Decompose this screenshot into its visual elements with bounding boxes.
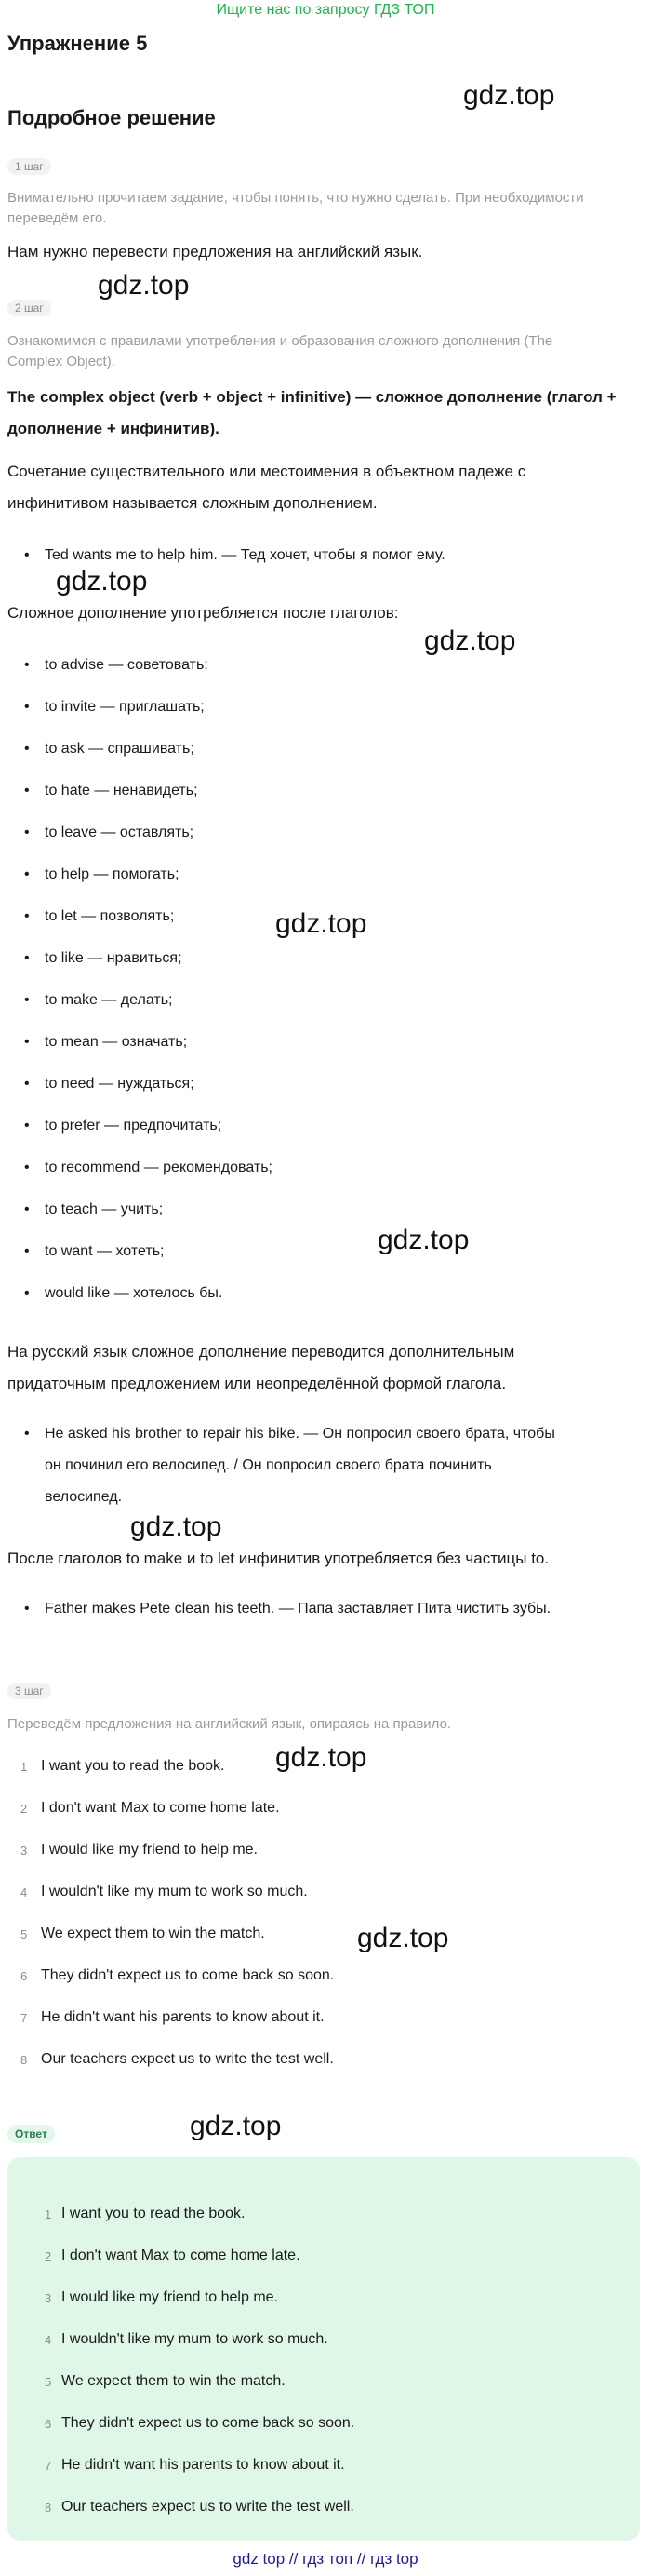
answer-badge: Ответ (7, 2125, 55, 2143)
sentence-number: 3 (20, 1844, 28, 1858)
verb-list-item: • to want — хотеть; (45, 1243, 164, 1260)
answer-number: 3 (45, 2291, 52, 2305)
example-line: велосипед. (45, 1489, 123, 1505)
answer-item: They didn't expect us to come back so soon. (61, 2415, 355, 2431)
sentence-number: 8 (20, 2053, 28, 2067)
step-badge: 2 шаг (7, 300, 51, 316)
watermark: gdz.top (56, 566, 148, 597)
answer-number: 2 (45, 2249, 52, 2263)
sentence-number: 5 (20, 1927, 28, 1941)
paragraph: придаточным предложением или неопределённой формой глагола. (7, 1375, 507, 1392)
top-search-hint[interactable]: Ищите нас по запросу ГДЗ ТОП (216, 2, 435, 18)
paragraph: инфинитивом называется сложным дополнением. (7, 494, 378, 512)
example-line: он починил его велосипед. / Он попросил своего брата починить (45, 1457, 492, 1473)
watermark: gdz.top (190, 2111, 282, 2141)
verb-list-item: • to ask — спрашивать; (45, 741, 194, 758)
verb-list-item: • to make — делать; (45, 992, 173, 1009)
rule-text: The complex object (verb + object + infinitive) — сложное дополнение (глагол + (7, 388, 617, 406)
sentence-item: Our teachers expect us to write the test well. (41, 2051, 334, 2067)
verb-list-item: • to help — помогать; (45, 866, 179, 883)
step-description: Complex Object). (7, 354, 115, 369)
watermark: gdz.top (463, 80, 555, 111)
paragraph: На русский язык сложное дополнение переводится дополнительным (7, 1343, 515, 1361)
paragraph: Сочетание существительного или местоимения в объектном падеже с (7, 463, 526, 480)
sentence-number: 2 (20, 1802, 28, 1816)
step-description: Переведём предложения на английский язык, опираясь на правило. (7, 1716, 452, 1732)
sentence-item: He didn't want his parents to know about it. (41, 2009, 325, 2025)
answer-number: 1 (45, 2207, 52, 2221)
step-description: Внимательно прочитаем задание, чтобы понять, что нужно сделать. При необходимости (7, 190, 584, 206)
step-description: переведём его. (7, 210, 107, 226)
step-badge: 1 шаг (7, 158, 51, 175)
answer-number: 4 (45, 2333, 52, 2347)
answer-number: 6 (45, 2417, 52, 2431)
sentence-item: I wouldn't like my mum to work so much. (41, 1884, 308, 1899)
answer-number: 5 (45, 2375, 52, 2389)
example-item: • He asked his brother to repair his bike. — Он попросил своего брата, чтобы (45, 1426, 555, 1442)
verb-list-item: • to prefer — предпочитать; (45, 1118, 221, 1134)
watermark: gdz.top (378, 1225, 470, 1255)
verb-list-item: • to recommend — рекомендовать; (45, 1160, 272, 1176)
page-title: Упражнение 5 (7, 32, 148, 55)
verb-list-item: • to like — нравиться; (45, 950, 182, 967)
step-badge: 3 шаг (7, 1683, 51, 1699)
answer-item: I want you to read the book. (61, 2206, 246, 2221)
watermark: gdz.top (357, 1923, 449, 1953)
sentence-item: They didn't expect us to come back so soon. (41, 1967, 335, 1983)
answer-item: I wouldn't like my mum to work so much. (61, 2331, 328, 2347)
sentence-item: I would like my friend to help me. (41, 1842, 258, 1858)
example-item: • Ted wants me to help him. — Тед хочет, чтобы я помог ему. (45, 547, 445, 564)
answer-number: 7 (45, 2459, 52, 2473)
paragraph: Сложное дополнение употребляется после глаголов: (7, 604, 399, 622)
footer-links[interactable]: gdz top // гдз топ // гдз top (232, 2550, 418, 2568)
watermark: gdz.top (275, 908, 367, 939)
example-item: • Father makes Pete clean his teeth. — Папа заставляет Пита чистить зубы. (45, 1601, 551, 1617)
paragraph: После глаголов to make и to let инфинитив употребляется без частицы to. (7, 1550, 550, 1567)
verb-list-item: • to teach — учить; (45, 1201, 163, 1218)
verb-list-item: • to need — нуждаться; (45, 1076, 194, 1093)
step-description: Ознакомимся с правилами употребления и образования сложного дополнения (The (7, 333, 553, 349)
step-text: Нам нужно перевести предложения на английский язык. (7, 243, 423, 261)
watermark: gdz.top (275, 1742, 367, 1773)
answer-item: I would like my friend to help me. (61, 2289, 278, 2305)
answer-item: Our teachers expect us to write the test well. (61, 2499, 354, 2515)
watermark: gdz.top (424, 625, 516, 656)
sentence-number: 1 (20, 1760, 28, 1774)
verb-list-item: • to invite — приглашать; (45, 699, 205, 716)
sentence-item: We expect them to win the match. (41, 1925, 265, 1941)
verb-list-item: • to leave — оставлять; (45, 825, 193, 841)
section-subtitle: Подробное решение (7, 106, 216, 129)
watermark: gdz.top (130, 1511, 222, 1542)
verb-list-item: • to let — позволять; (45, 908, 174, 925)
sentence-number: 6 (20, 1969, 28, 1983)
verb-list-item: • to advise — советовать; (45, 657, 208, 674)
sentence-item: I don't want Max to come home late. (41, 1800, 280, 1816)
answer-item: He didn't want his parents to know about it. (61, 2457, 345, 2473)
answer-item: We expect them to win the match. (61, 2373, 286, 2389)
verb-list-item: • to mean — означать; (45, 1034, 187, 1051)
sentence-number: 7 (20, 2011, 28, 2025)
answer-item: I don't want Max to come home late. (61, 2247, 300, 2263)
verb-list-item: • to hate — ненавидеть; (45, 783, 198, 799)
verb-list-item: • would like — хотелось бы. (45, 1285, 222, 1302)
sentence-item: I want you to read the book. (41, 1758, 225, 1774)
answer-number: 8 (45, 2501, 52, 2515)
rule-text: дополнение + инфинитив). (7, 420, 219, 437)
watermark: gdz.top (98, 270, 190, 301)
sentence-number: 4 (20, 1885, 28, 1899)
